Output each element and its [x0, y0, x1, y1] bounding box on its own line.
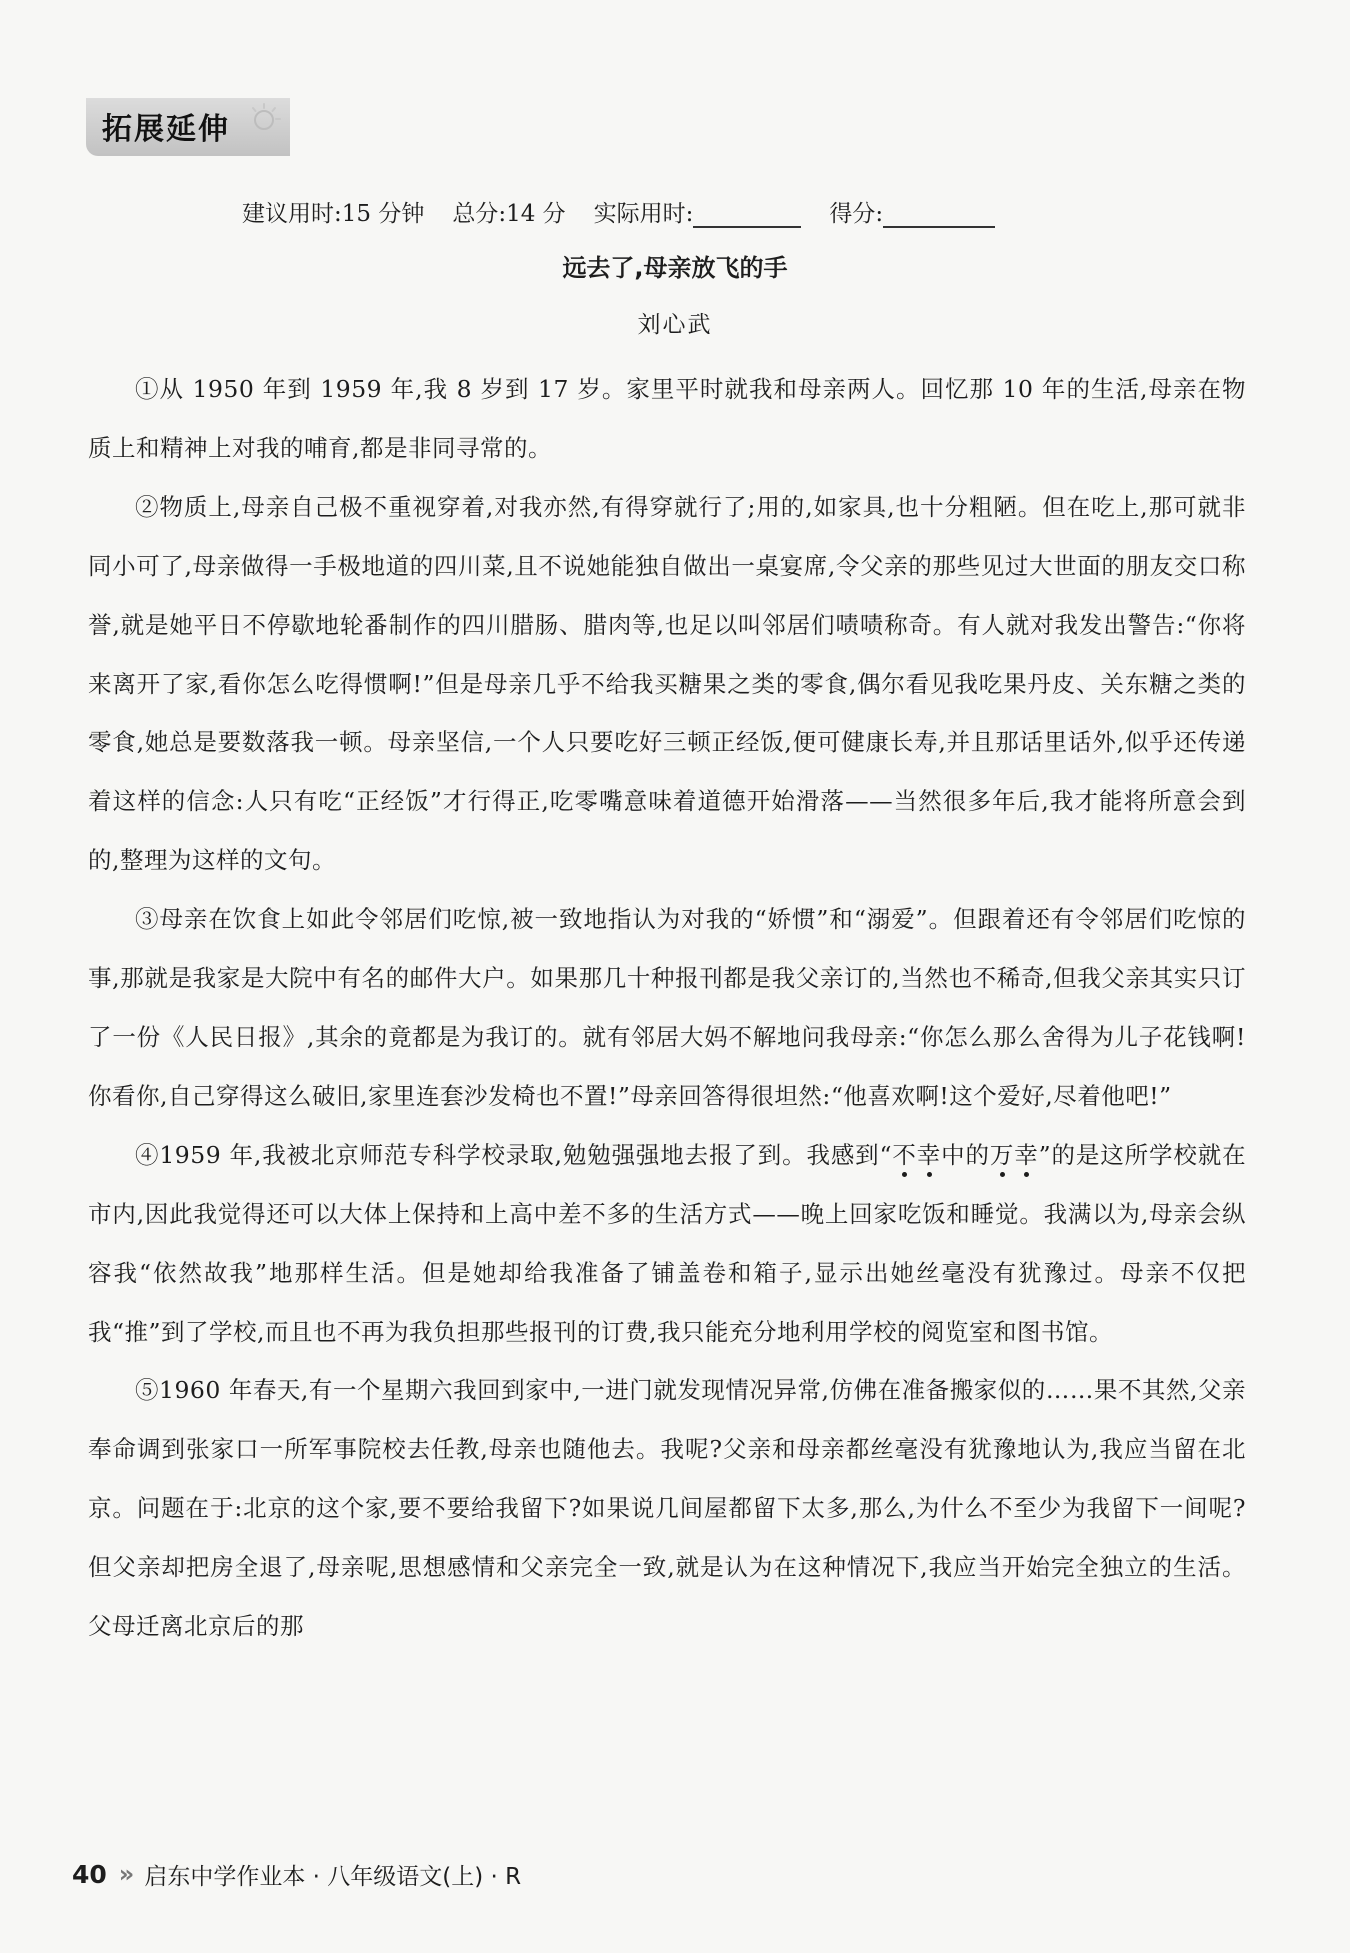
emphasis-char: 幸 [1014, 1140, 1039, 1169]
paragraph-4: ④1959 年,我被北京师范专科学校录取,勉勉强强地去报了到。我感到“不幸中的万幸”的是这所学校就在市内,因此我觉得还可以大体上保持和上高中差不多的生活方式——晚上回家吃饭和睡觉。我满以为,母亲会纵容我“依然故我”地那样生活。但是她却给我准备了铺盖卷和箱子,显示出她丝毫没有犹豫过。母亲不仅把我“推”到了学校,而且也不再为我负担那些报刊的订费,我只能充分地利用学校的阅览室和图书馆。 [88, 1140, 1247, 1346]
sun-decoration-icon [248, 100, 284, 136]
page-footer [72, 1854, 521, 1894]
article-title: 远去了,母亲放飞的手 [562, 254, 788, 282]
emphasis-char: 不 [892, 1140, 917, 1169]
book-title: 启东中学作业本 · 八年级语文(上) · R [144, 1863, 522, 1890]
section-label: 拓展延伸 [102, 112, 230, 147]
exercise-info-line [242, 188, 995, 228]
total-score: 总分:14 分 [452, 201, 566, 227]
paragraph-2: ②物质上,母亲自己极不重视穿着,对我亦然,有得穿就行了;用的,如家具,也十分粗陋。但在吃上,那可就非同小可了,母亲做得一手极地道的四川菜,且不说她能独自做出一桌宴席,令父亲的那些见过大世面的朋友交口称誉,就是她平日不停歇地轮番制作的四川腊肠、腊肉等,也足以叫邻居们啧啧称奇。有人就对我发出警告:“你将来离开了家,看你怎么吃得惯啊!”但是母亲几乎不给我买糖果之类的零食,偶尔看见我吃果丹皮、关东糖之类的零食,她总是要数落我一顿。母亲坚信,一个人只要吃好三顿正经饭,便可健康长寿,并且那话里话外,似乎还传递着这样的信念:人只有吃“正经饭”才行得正,吃零嘴意味着道德开始滑落——当然很多年后,我才能将所意会到的,整理为这样的文句。 [88, 492, 1246, 875]
article-author: 刘心武 [637, 312, 713, 338]
article-body [88, 360, 1246, 1656]
double-chevron-icon: » [118, 1860, 135, 1888]
paragraph-3: ③母亲在饮食上如此令邻居们吃惊,被一致地指认为对我的“娇惯”和“溺爱”。但跟着还有令邻居们吃惊的事,那就是我家是大院中有名的邮件大户。如果那几十种报刊都是我父亲订的,当然也不稀奇,但我父亲其实只订了一份《人民日报》,其余的竟都是为我订的。就有邻居大妈不解地问我母亲:“你怎么那么舍得为儿子花钱啊!你看你,自己穿得这么破旧,家里连套沙发椅也不置!”母亲回答得很坦然:“他喜欢啊!这个爱好,尽着他吧!” [88, 905, 1246, 1110]
score-label: 得分: [829, 201, 884, 227]
actual-time-label: 实际用时: [593, 201, 694, 227]
emphasis-char: 万 [989, 1140, 1015, 1169]
score-blank[interactable] [883, 200, 995, 228]
page-number: 40 [72, 1859, 107, 1889]
emphasis-char: 幸 [916, 1140, 942, 1169]
paragraph-1: ①从 1950 年到 1959 年,我 8 岁到 17 岁。家里平时就我和母亲两人。回忆那 10 年的生活,母亲在物质上和精神上对我的哺育,都是非同寻常的。 [88, 375, 1246, 462]
suggested-time: 建议用时:15 分钟 [242, 201, 425, 227]
paragraph-5: ⑤1960 年春天,有一个星期六我回到家中,一进门就发现情况异常,仿佛在准备搬家似的……果不其然,父亲奉命调到张家口一所军事院校去任教,母亲也随他去。我呢?父亲和母亲都丝毫没有犹豫地认为,我应当留在北京。问题在于:北京的这个家,要不要给我留下?如果说几间屋都留下太多,那么,为什么不至少为我留下一间呢?但父亲却把房全退了,母亲呢,思想感情和父亲完全一致,就是认为在这种情况下,我应当开始完全独立的生活。父母迁离北京后的那 [88, 1376, 1246, 1641]
actual-time-blank[interactable] [693, 200, 801, 228]
